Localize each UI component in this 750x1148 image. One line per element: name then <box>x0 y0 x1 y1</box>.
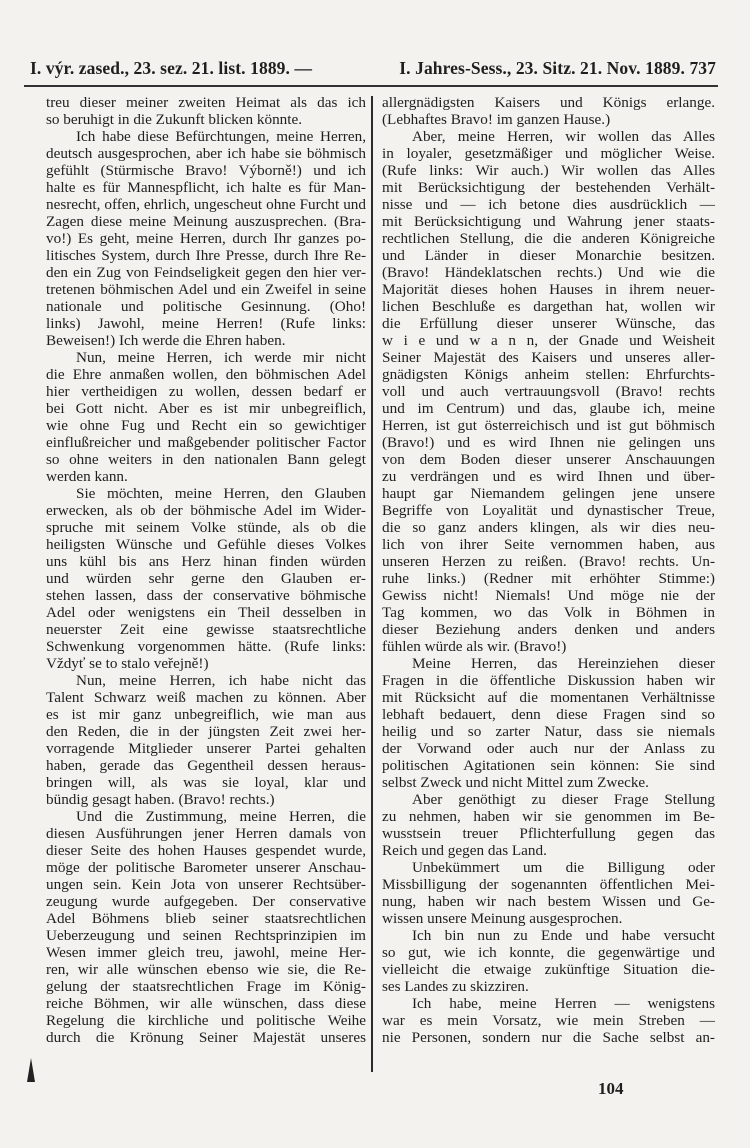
text-line: wissen unsere Meinung ausgesprochen. <box>382 910 623 927</box>
text-line: dieser Beziehung anders denken und anders <box>382 621 715 638</box>
text-line: bei Gott nicht. Aber es ist mir unbegreiflich, <box>46 400 366 417</box>
text-line: uns kühl bis ans Herz hinan finden würden <box>46 553 366 570</box>
text-line: dieser Seite des hohen Hauses gespendet wurde, <box>46 842 366 859</box>
text-line: Majorität dieses hohen Hauses in ihrem neuer- <box>382 281 715 298</box>
text-line: wusstsein treuer Pflichterfullung gegen das <box>382 825 715 842</box>
text-line: erwecken, als ob der böhmische Adel im Wider- <box>46 502 366 519</box>
text-line: voll und auch vertrauungsvoll (Bravo! rechts <box>382 383 715 400</box>
text-line: und würden sehr gerne den Glauben er- <box>46 570 366 587</box>
text-line: treu dieser meiner zweiten Heimat als das ich <box>46 94 366 111</box>
text-line: möge der politische Barometer unserer Anschau- <box>46 859 366 876</box>
right-column <box>382 94 715 1046</box>
text-line: Gewiss nicht! Niemals! Und möge nie der <box>382 587 715 604</box>
text-line: Aber, meine Herren, wir wollen das Alles <box>412 128 715 145</box>
text-line: lich von ihrer Seite vernommen haben, aus <box>382 536 715 553</box>
paragraph <box>382 995 715 1046</box>
text-line: Meine Herren, das Hereinziehen dieser <box>412 655 715 672</box>
text-line: die Erfüllung dieser unserer Wünsche, das <box>382 315 715 332</box>
text-line: Fragen in die öffentliche Diskussion haben wir <box>382 672 715 689</box>
text-line: so gut, wie ich konnte, die gegenwärtige und <box>382 944 715 961</box>
text-line: gnädigsten Königs anheim stellen: Ehrfurchts- <box>382 366 715 383</box>
text-line: war es mein Vorsatz, wie mein Streben — <box>382 1012 715 1029</box>
paragraph <box>382 859 715 927</box>
text-line: gelung der staatsrechtlichen Frage im König- <box>46 978 366 995</box>
text-line: deutsch ausgesprochen, aber ich habe sie böhmisch <box>46 145 366 162</box>
text-line: heilig und so zarter Natur, dass sie niemals <box>382 723 715 740</box>
text-line: nung, haben wir nach bestem Wissen und Ge- <box>382 893 715 910</box>
text-line: Reich und gegen das Land. <box>382 842 547 859</box>
header-rule <box>24 85 718 87</box>
text-line: rechtlichen Stellung, die die anderen Königreiche <box>382 230 715 247</box>
text-line: ungen sein. Kein Jota von unserer Rechtsüber- <box>46 876 366 893</box>
text-line: haupt gar Niemandem gelingen jene unsere <box>382 485 715 502</box>
text-line: politischen Agitationen sein können: Sie sind <box>382 757 715 774</box>
text-line: Und die Zustimmung, meine Herren, die <box>76 808 366 825</box>
text-line: mit Berücksichtigung der bestehenden Verhält- <box>382 179 715 196</box>
text-line: nisse und — ich betone dies ausdrücklich — <box>382 196 715 213</box>
text-line: Ich bin nun zu Ende und habe versucht <box>412 927 715 944</box>
paragraph <box>46 672 366 808</box>
text-line: der Vorwand oder auch nur der Anlass zu <box>382 740 715 757</box>
text-line: die Ehre anmaßen wollen, den böhmischen Adel <box>46 366 366 383</box>
text-line: vorragende Mitglieder unserer Partei gehalten <box>46 740 366 757</box>
text-line: spruche mit seinem Volke stünde, als ob die <box>46 519 366 536</box>
text-line: Talent Schwarz weiß machen zu können. Aber <box>46 689 366 706</box>
text-line: Seiner Majestät des Kaisers und unseres aller- <box>382 349 715 366</box>
left-column <box>46 94 366 1046</box>
text-line: und im Centrum) und das, glaube ich, meine <box>382 400 715 417</box>
paragraph <box>382 927 715 995</box>
text-line: es ist mir ganz unbegreiflich, wie man aus <box>46 706 366 723</box>
sheet-number: 104 <box>598 1079 624 1098</box>
text-line: wie ohne Fug und Recht ein so gewichtiger <box>46 417 366 434</box>
text-line: Zagen diese meine Meinung auszusprechen. (Bra- <box>46 213 366 230</box>
margin-mark <box>27 1058 35 1082</box>
text-line: Begriffe von Loyalität und dynastischer Treue, <box>382 502 715 519</box>
text-line: hier vertheidigen zu wollen, dessen bedarf er <box>46 383 366 400</box>
text-line: zu verdrängen und es wird Ihnen und über- <box>382 468 715 485</box>
text-line: Herren, ist gut österreichisch und ist gut böhmisch <box>382 417 715 434</box>
text-line: Missbilligung der sogenannten öffentlichen Mei- <box>382 876 715 893</box>
text-line: tretenen böhmischen Adel und ein Zweifel in seine <box>46 281 366 298</box>
text-line: vo!) Es geht, meine Herren, durch Ihr ganzes po- <box>46 230 366 247</box>
text-line: links) Jawohl, meine Herren! (Rufe links: <box>46 315 366 332</box>
paragraph <box>382 655 715 791</box>
text-line: reiche Böhmen, wir alle wünschen, dass diese <box>46 995 366 1012</box>
text-line: Ich habe diese Befürchtungen, meine Herren, <box>76 128 366 145</box>
column-divider <box>371 96 373 1072</box>
text-line: mit Berücksichtigung und Wahrung jener staats- <box>382 213 715 230</box>
text-line: bringen will, als was sie loyal, klar und <box>46 774 366 791</box>
text-line: selbst Zweck und nicht Mittel zum Zwecke. <box>382 774 649 791</box>
text-line: werden kann. <box>46 468 128 485</box>
text-line: diesen Ausführungen jener Herren damals von <box>46 825 366 842</box>
text-line: Nun, meine Herren, ich habe nicht das <box>76 672 366 689</box>
text-line: ruhe links.) (Redner mit erhöhter Stimme:) <box>382 570 715 587</box>
text-line: Aber genöthigt zu dieser Frage Stellung <box>412 791 715 808</box>
text-line: haben, gerade das Gegentheil dessen heraus- <box>46 757 366 774</box>
text-line: und Länder in dieser Monarchie besitzen. <box>382 247 715 264</box>
text-line: Regelung die kirchliche und politische Weihe <box>46 1012 366 1029</box>
text-line: durch die Krönung Seiner Majestät unseres <box>46 1029 366 1046</box>
text-line: gefühlt (Stürmische Bravo! Výborně!) und ich <box>46 162 366 179</box>
paragraph <box>46 808 366 1046</box>
text-line: Adel oder wenigstens ein Theil desselben in <box>46 604 366 621</box>
text-line: allergnädigsten Kaisers und Königs erlange. <box>382 94 715 111</box>
text-line: zu nehmen, haben wir sie genommen im Be- <box>382 808 715 825</box>
text-line: unseren Herzen zu reißen. (Bravo! rechts. Un- <box>382 553 715 570</box>
text-line: Vždyť se to stalo veřejně!) <box>46 655 209 672</box>
text-line: einflußreicher und maßgebender politischer Factor <box>46 434 366 451</box>
header-czech: I. výr. zased., 23. sez. 21. list. 1889. — <box>30 58 313 78</box>
text-line: ren, wir alle wünschen ebenso wie sie, die Re- <box>46 961 366 978</box>
text-line: vielleicht die etwaige zukünftige Situation die- <box>382 961 715 978</box>
running-header <box>30 58 716 79</box>
text-line: neuerster Zeit eine gewisse staatsrechtliche <box>46 621 366 638</box>
text-line: (Bravo! Händeklatschen rechts.) Und wie die <box>382 264 715 281</box>
text-line: Schwenkung vorgenommen hätte. (Rufe links: <box>46 638 366 655</box>
text-line: Wesen immer gleich treu, jawohl, meine Her- <box>46 944 366 961</box>
paragraph <box>382 94 715 128</box>
text-line: Adel Böhmens blieb seiner staatsrechtlichen <box>46 910 366 927</box>
text-line: (Lebhaftes Bravo! im ganzen Hause.) <box>382 111 611 128</box>
header-german: I. Jahres-Sess., 23. Sitz. 21. Nov. 1889. 737 <box>399 58 716 78</box>
text-line: den ein Zug von Feindseligkeit gegen den hier ver- <box>46 264 366 281</box>
text-line: (Bravo!) und es wird Ihnen nie gelingen uns <box>382 434 715 451</box>
text-line: Beweisen!) Ich werde die Ehren haben. <box>46 332 286 349</box>
text-line: Ich habe, meine Herren — wenigstens <box>412 995 715 1012</box>
text-line: bündig gesagt haben. (Bravo! rechts.) <box>46 791 275 808</box>
text-line: den Reden, die in der jüngsten Zeit zwei her- <box>46 723 366 740</box>
paragraph <box>46 485 366 672</box>
text-line: die so ganz anders klingen, als wir dies neu- <box>382 519 715 536</box>
text-line: litisches System, durch Ihre Presse, durch Ihre Re- <box>46 247 366 264</box>
text-line: lichen Beschluße es dargethan hat, wollen wir <box>382 298 715 315</box>
text-line: Unbekümmert um die Billigung oder <box>412 859 715 876</box>
text-line: so ohne weiters in den nationalen Bann gelegt <box>46 451 366 468</box>
text-line: (Rufe links: Wir auch.) Wir wollen das Alles <box>382 162 715 179</box>
text-line: fühlen würde als wir. (Bravo!) <box>382 638 567 655</box>
text-line: Tag kommen, wo das Volk in Böhmen in <box>382 604 715 621</box>
text-line: stehen lassen, dass der conservative böhmische <box>46 587 366 604</box>
paragraph <box>46 128 366 349</box>
text-line: halte es für Mannespflicht, ich halte es für Man- <box>46 179 366 196</box>
paragraph <box>46 94 366 128</box>
text-line: lebhaft bedauert, denn diese Fragen sind so <box>382 706 715 723</box>
text-line: zeugung wurde aufgegeben. Der conservative <box>46 893 366 910</box>
text-line: mit Rücksicht auf die momentanen Verhältnisse <box>382 689 715 706</box>
text-line: Ueberzeugung und seinen Rechtsprinzipien im <box>46 927 366 944</box>
text-line: ses Landes zu skizziren. <box>382 978 529 995</box>
paragraph <box>382 128 715 655</box>
text-line: Sie möchten, meine Herren, den Glauben <box>76 485 366 502</box>
text-line: so beruhigt in die Zukunft blicken könnte. <box>46 111 303 128</box>
text-line: nie Personen, sondern nur die Sache selbst an- <box>382 1029 715 1046</box>
paragraph <box>46 349 366 485</box>
text-line: heiligsten Wünsche und Gefühle dieses Volkes <box>46 536 366 553</box>
text-line: nesrecht, offen, ehrlich, ungescheut ohne Furcht und <box>46 196 366 213</box>
text-line: w i e und w a n n, der Gnade und Weisheit <box>382 332 715 349</box>
paragraph <box>382 791 715 859</box>
text-line: nationale und politische Gesinnung. (Oho! <box>46 298 366 315</box>
text-line: von dem Boden dieser unserer Anschauungen <box>382 451 715 468</box>
text-line: in loyaler, gesetzmäßiger und möglicher Weise. <box>382 145 715 162</box>
text-line: Nun, meine Herren, ich werde mir nicht <box>76 349 366 366</box>
